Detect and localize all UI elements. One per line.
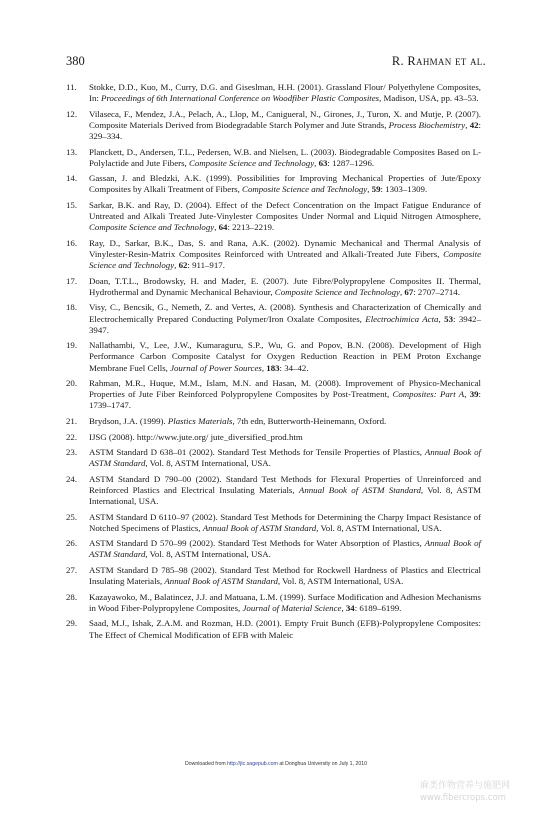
reference-text [89, 378, 481, 410]
watermark-line1: 麻类作物营养与施肥网 [420, 781, 511, 791]
reference-volume: 67 [404, 286, 414, 297]
reference-segment: : 1287–1296. [327, 157, 375, 168]
reference-segment: Visy, C., Bencsik, G., Nemeth, Z. and Vertes, A. (2008). Synthesis and Characterization of Chemically and Electrochemically Prepared Conducting Polymer/Iron Oxalate Composites, [89, 302, 481, 324]
reference-source-title: Process Biochemistry [388, 119, 466, 130]
reference-number: 16. [66, 237, 78, 248]
reference-volume: 42 [469, 119, 479, 130]
footer-link[interactable]: http://jtc.sagepub.com [227, 761, 278, 767]
reference-segment: ASTM Standard D 790–00 (2002). Standard Test Methods for Flexural Properties of Unreinforced and Reinforced Plastics and Electrical Insulating Materials, [89, 473, 481, 495]
reference-number: 19. [66, 340, 78, 351]
reference-item [66, 416, 481, 427]
reference-segment: : 6189–6199. [354, 602, 402, 613]
reference-item [66, 592, 481, 614]
reference-segment: : 329–334. [89, 119, 481, 142]
reference-segment: Saad, M.J., Ishak, Z.A.M. and Rozman, H.D. (2001). Empty Fruit Bunch (EFB)-Polypropylene Composites: The Effect of Chemical Modification of EFB with Maleic [89, 618, 481, 640]
reference-volume: 64 [218, 222, 228, 233]
reference-source-title: Composite Science and Technology [188, 157, 315, 168]
page-header [66, 54, 486, 70]
footer-suffix: at Donghua University on July 1, 2010 [277, 761, 367, 767]
reference-segment: Sarkar, B.K. and Ray, D. (2004). Effect of the Defect Concentration on the Impact Fatigue Endurance of Untreated and Alkali Treated Jute-Vinylester Composites Under Normal and Liquid Nitrogen Atmosphere, [89, 199, 481, 222]
reference-volume: 59 [371, 184, 381, 195]
reference-item [66, 147, 481, 169]
reference-source-title: Composite Science and Technology [89, 248, 481, 271]
reference-segment: , [367, 184, 372, 195]
reference-segment: , Vol. 8, ASTM International, USA. [89, 484, 481, 507]
page-number: 380 [66, 54, 85, 68]
reference-segment: , Vol. 8, ASTM International, USA. [316, 522, 442, 533]
reference-source-title: Annual Book of ASTM Standard [89, 447, 481, 469]
reference-source-title: Proceedings of 6th International Conference on Woodfiber Plastic Composites [101, 93, 380, 104]
reference-segment: , Madison, USA, pp. 43–53. [379, 93, 479, 104]
reference-number: 12. [66, 108, 78, 119]
reference-number: 14. [66, 173, 78, 184]
reference-segment: ASTM Standard D 570–99 (2002). Standard Test Methods for Water Absorption of Plastics, [89, 538, 425, 549]
reference-item [66, 82, 481, 104]
reference-segment: ASTM Standard D 785–98 (2002). Standard Test Method for Rockwell Hardness of Plastics and Electrical Insulating Materials, [89, 565, 481, 587]
reference-source-title: Composite Science and Technology [274, 286, 400, 297]
reference-volume: 63 [318, 157, 328, 168]
watermark [420, 780, 510, 804]
reference-source-title: Journal of Material Science [242, 602, 342, 613]
reference-text [89, 474, 481, 506]
reference-segment: , [465, 119, 470, 130]
footer-prefix: Downloaded from [185, 761, 228, 767]
reference-item [66, 512, 481, 534]
reference-segment: , [341, 602, 346, 613]
reference-segment: , [314, 157, 319, 168]
reference-number: 21. [66, 415, 78, 426]
reference-number: 17. [66, 275, 78, 286]
reference-number: 25. [66, 511, 78, 522]
reference-volume: 62 [178, 260, 188, 271]
reference-item [66, 276, 481, 298]
reference-number: 24. [66, 473, 78, 484]
reference-text [89, 200, 481, 232]
reference-number: 18. [66, 302, 78, 313]
reference-number: 15. [66, 199, 78, 210]
reference-segment: : 1739–1747. [89, 389, 481, 411]
reference-segment: , [399, 286, 405, 297]
reference-number: 20. [66, 378, 78, 389]
reference-source-title: Annual Book of ASTM Standard [298, 484, 421, 495]
reference-volume: 53 [444, 313, 453, 324]
reference-segment: Nallathambi, V., Lee, J.W., Kumaraguru, S.P., Wu, G. and Popov, B.N. (2008). Development of High Performance Carbon Composite Catalyst for Oxygen Reduction Reaction in PEM Proton Exchange Membrane Fuel Cells, [89, 340, 481, 373]
reference-segment: : 2707–2714. [413, 286, 460, 297]
reference-source-title: Annual Book of ASTM Standard [164, 576, 278, 587]
reference-segment: , Vol. 8, ASTM International, USA. [145, 458, 271, 469]
download-footer [0, 761, 552, 767]
reference-volume: 34 [345, 602, 355, 613]
reference-segment: : 2213–2219. [227, 222, 275, 233]
reference-text [89, 173, 481, 194]
reference-segment: Kazayawoko, M., Balatincez, J.J. and Matuana, L.M. (1999). Surface Modification and Adhesion Mechanisms in Wood Fiber-Polypropylene Composites, [89, 591, 481, 613]
reference-item [66, 474, 481, 507]
reference-segment: , Vol. 8, ASTM International, USA. [145, 549, 271, 560]
reference-item [66, 173, 481, 195]
reference-source-title: Composite Science and Technology [89, 222, 215, 233]
watermark-line2: www.fibercrops.com [420, 793, 506, 803]
reference-segment: Vilaseca, F., Mendez, J.A., Pelach, A., Llop, M., Canigueral, N., Girones, J., Turon, X. and Mutje, P. (2007). Composite Materials Derived from Biodegradable Starch Polymer and Jute Strands, [89, 108, 481, 130]
reference-text [89, 512, 481, 533]
reference-text [89, 416, 386, 426]
reference-segment: , [464, 389, 470, 400]
reference-number: 26. [66, 538, 78, 549]
reference-item [66, 340, 481, 373]
reference-text [89, 82, 481, 103]
reference-segment: Planckett, D., Andersen, T.L., Pedersen, W.B. and Nielsen, L. (2003). Biodegradable Composites Based on L-Polylactide and Jute Fibers, [89, 146, 481, 168]
reference-segment: IJSG (2008). http://www.jute.org/ jute_diversified_prod.htm [89, 431, 303, 442]
reference-segment: : 911–917. [187, 260, 225, 271]
reference-item [66, 432, 481, 443]
reference-text [89, 447, 481, 468]
reference-segment: : 1303–1309. [380, 184, 428, 195]
reference-segment: , [261, 362, 267, 373]
reference-text [89, 340, 481, 372]
reference-text [89, 592, 481, 613]
reference-number: 11. [66, 82, 77, 92]
reference-source-title: Annual Book of ASTM Standard [202, 522, 317, 533]
reference-item [66, 238, 481, 271]
reference-segment: Ray, D., Sarkar, B.K., Das, S. and Rana, A.K. (2002). Dynamic Mechanical and Thermal Analysis of Vinylester-Resin-Matrix Composites Reinforced with Untreated and Alkali-Treated Jute Fibers, [89, 237, 481, 259]
reference-text [89, 538, 481, 559]
reference-segment: ASTM Standard D 6110–97 (2002). Standard Test Methods for Determining the Charpy Impact Resistance of Notched Specimens of Plastics, [89, 511, 481, 533]
reference-number: 27. [66, 565, 78, 576]
reference-source-title: Annual Book of ASTM Standard [89, 538, 481, 560]
reference-source-title: Journal of Power Sources [170, 362, 262, 373]
reference-segment: Doan, T.T.L., Brodowsky, H. and Mader, E. (2007). Jute Fibre/Polypropylene Composites II. Thermal, Hydrothermal and Dynamic Mechanical Behaviour, [89, 275, 481, 297]
reference-segment: Brydson, J.A. (1999). [89, 415, 168, 426]
reference-segment: , [214, 222, 219, 233]
reference-segment: : 34–42. [279, 362, 309, 373]
reference-text [89, 618, 481, 639]
reference-segment: , Vol. 8, ASTM International, USA. [277, 576, 404, 587]
reference-text [89, 432, 303, 442]
reference-number: 23. [66, 447, 78, 458]
reference-text [89, 238, 481, 270]
reference-item [66, 618, 481, 640]
reference-source-title: Composite Science and Technology [242, 184, 368, 195]
reference-segment: Rahman, M.R., Huque, M.M., Islam, M.N. and Hasan, M. (2008). Improvement of Physico-Mechanical Properties of Jute Fiber Reinforced Polypropylene Composites by Post-Treatment, [89, 378, 481, 400]
reference-segment: Gassan, J. and Bledzki, A.K. (1999). Possibilities for Improving Mechanical Properties of Jute/Epoxy Composites by Alkali Treatment of Fibers, [89, 173, 481, 195]
reference-source-title: Plastics Materials [167, 415, 233, 426]
reference-segment: , [174, 260, 179, 271]
reference-segment: Stokke, D.D., Kuo, M., Curry, D.G. and Giseslman, H.H. (2001). Grassland Flour/ Polyethylene Composites, In: [89, 82, 481, 104]
reference-item [66, 565, 481, 587]
reference-text [89, 302, 481, 334]
reference-item [66, 447, 481, 469]
reference-item [66, 538, 481, 560]
reference-item [66, 378, 481, 411]
reference-item [66, 109, 481, 142]
reference-source-title: Electrochimica Acta [365, 313, 439, 324]
reference-number: 29. [66, 618, 78, 629]
reference-item [66, 302, 481, 335]
reference-volume: 39 [469, 389, 479, 400]
reference-number: 13. [66, 146, 78, 157]
reference-segment: : 3942–3947. [89, 313, 481, 335]
reference-segment: , [438, 313, 445, 324]
reference-list [66, 82, 481, 645]
reference-text [89, 147, 481, 168]
reference-volume: 183 [266, 362, 280, 373]
reference-text [89, 109, 481, 141]
reference-source-title: Composites: Part A [392, 389, 465, 400]
reference-number: 22. [66, 431, 78, 442]
reference-item [66, 200, 481, 233]
reference-segment: , 7th edn, Butterworth-Heinemann, Oxford. [232, 415, 387, 426]
running-head: R. Rahman et al. [391, 54, 486, 68]
reference-text [89, 276, 481, 297]
reference-number: 28. [66, 591, 78, 602]
reference-segment: ASTM Standard D 638–01 (2002). Standard Test Methods for Tensile Properties of Plastics, [89, 447, 425, 458]
reference-text [89, 565, 481, 586]
